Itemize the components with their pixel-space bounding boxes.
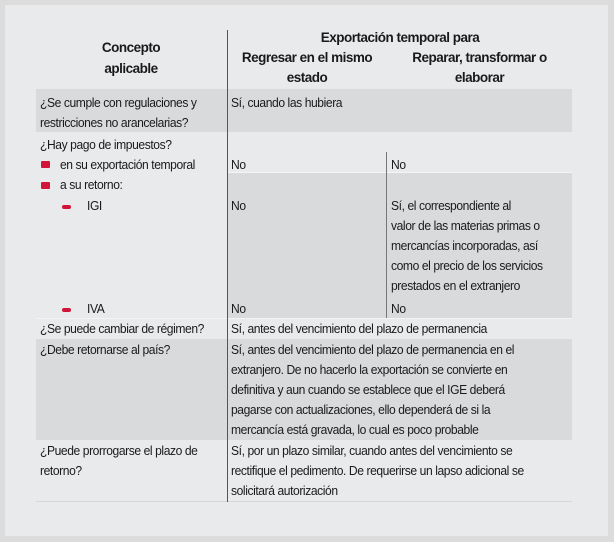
- answer: valor de las materias primas o: [391, 218, 540, 233]
- column-divider: [227, 30, 228, 502]
- answer: Sí, antes del vencimiento del plazo de permanencia: [231, 321, 487, 336]
- sub-item: IVA: [87, 301, 105, 316]
- answer: Sí, antes del vencimiento del plazo de permanencia en el: [231, 342, 515, 357]
- answer: No: [231, 198, 246, 213]
- answer: Sí, cuando las hubiera: [231, 95, 343, 110]
- answer: extranjero. De no hacerlo la exportación se convierte en: [231, 362, 508, 377]
- header-col2: Reparar, transformar o: [412, 50, 547, 65]
- answer: No: [391, 301, 406, 316]
- answer: mercancía está gravada, lo cual es poco probable: [231, 422, 479, 437]
- answer: No: [231, 301, 246, 316]
- question: ¿Debe retornarse al país?: [40, 342, 170, 357]
- answer: como el precio de los servicios: [391, 258, 543, 273]
- answer: pagarse con actualizaciones, ello dependerá de si la: [231, 402, 491, 417]
- question: restricciones no arancelarias?: [40, 115, 189, 130]
- header-concept: Concepto: [101, 40, 161, 55]
- answer: rectifique el pedimento. De requerirse un lapso adicional se: [231, 463, 524, 478]
- answer: definitiva y aun cuando se establece que el IGE deberá: [231, 382, 505, 397]
- header-group: Exportación temporal para: [320, 30, 480, 45]
- bullet-square-icon: [41, 182, 50, 189]
- bullet-dash-icon: [62, 308, 71, 312]
- answer: prestados en el extranjero: [391, 278, 520, 293]
- sub-item: en su exportación temporal: [60, 157, 195, 172]
- question: ¿Hay pago de impuestos?: [40, 137, 172, 152]
- column-divider: [386, 152, 387, 318]
- sub-item: a su retorno:: [60, 177, 123, 192]
- answer: No: [391, 157, 406, 172]
- question: ¿Puede prorrogarse el plazo de: [40, 443, 198, 458]
- question: ¿Se puede cambiar de régimen?: [40, 321, 204, 336]
- header-col1: estado: [286, 70, 328, 85]
- sub-item: IGI: [87, 198, 102, 213]
- header-col2: elaborar: [454, 70, 505, 85]
- header-concept: aplicable: [104, 61, 158, 76]
- bullet-square-icon: [41, 161, 50, 168]
- bullet-dash-icon: [62, 205, 71, 209]
- question: retorno?: [40, 463, 82, 478]
- answer: Sí, el correspondiente al: [391, 198, 511, 213]
- answer: mercancías incorporadas, así: [391, 238, 538, 253]
- question: ¿Se cumple con regulaciones y: [40, 95, 197, 110]
- answer: Sí, por un plazo similar, cuando antes del vencimiento se: [231, 443, 513, 458]
- answer: solicitará autorización: [231, 483, 338, 498]
- divider: [36, 501, 572, 502]
- answer: No: [231, 157, 246, 172]
- header-col1: Regresar en el mismo: [241, 50, 373, 65]
